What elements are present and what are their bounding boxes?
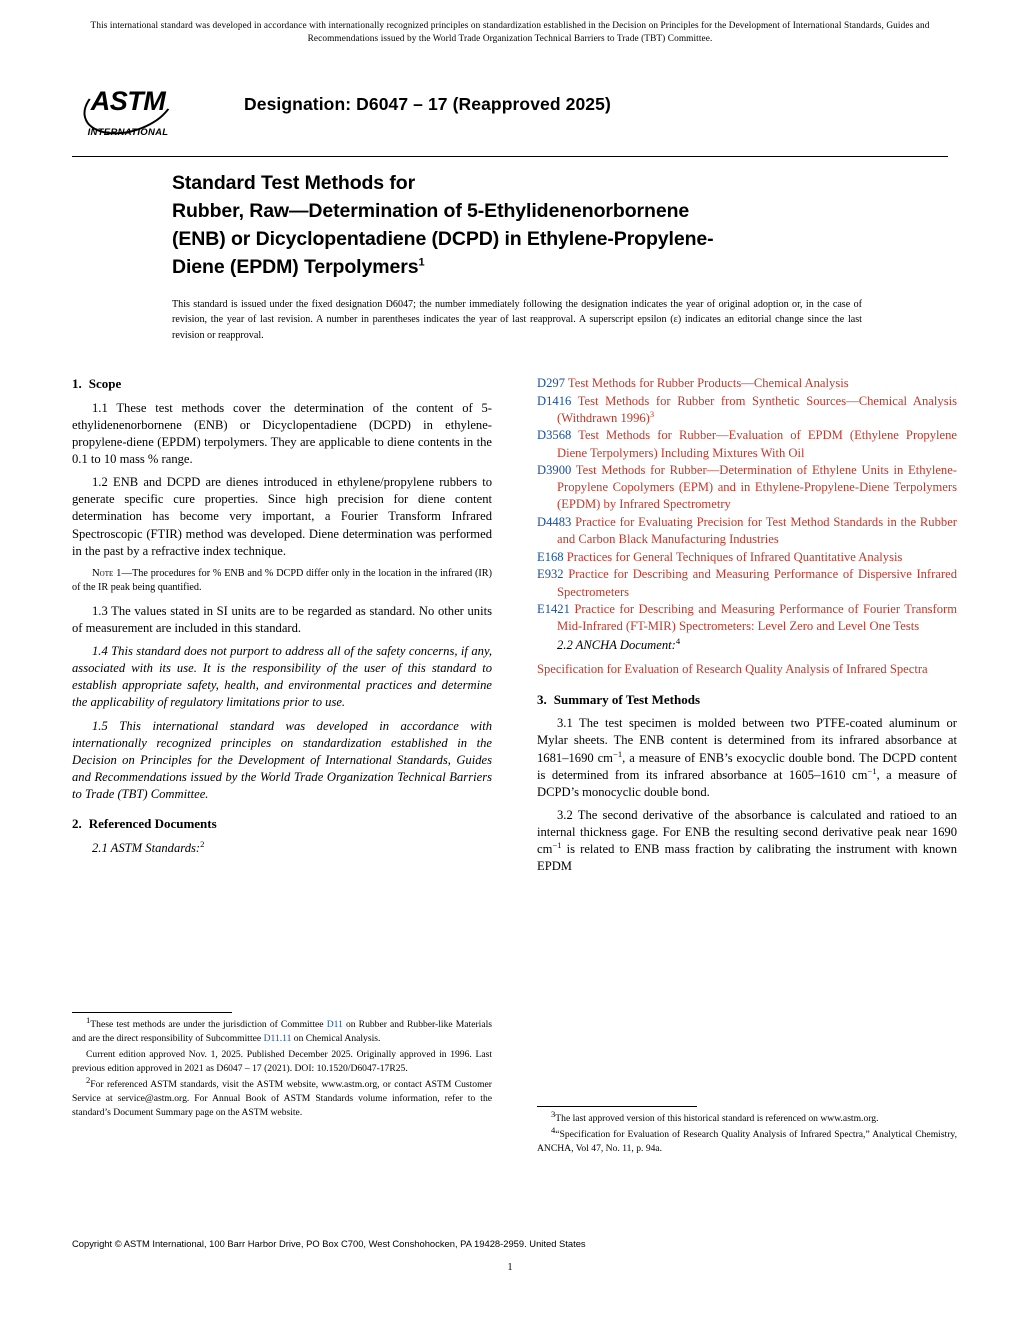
footnote-1-text-a: These test methods are under the jurisdiction of Committee: [90, 1019, 327, 1030]
summary-3-1-part-b: , a measure of ENB’s exocyclic double bond. The DCPD content is determined from its infrared absorbance at 1605–1610 cm: [537, 750, 957, 782]
right-column: [537, 375, 957, 881]
scope-heading-text: Scope: [88, 376, 122, 391]
footnote-4: [537, 1124, 957, 1156]
astm-standards-subhead: [72, 840, 492, 857]
standard-title: Practice for Describing and Measuring Performance of Fourier Transform Mid-Infrared (FT-MIR) Spectrometers: Level Zero and Level One Tests: [557, 602, 957, 634]
section-heading-scope: [72, 375, 492, 393]
ancha-subhead-text: 2.2 ANCHA Document:: [557, 638, 676, 653]
footnote-3: [537, 1108, 957, 1126]
footnote-divider-right: [537, 1106, 697, 1107]
header-divider: [72, 156, 948, 157]
scope-paragraph-1-1: 1.1 These test methods cover the determination of the content of 5-ethylidenenorbornene (ENB) or Dicyclopentadiene (DCPD) in ethylene-propylene-diene (EPDM) terpolymers. They are applicable to diene contents in the 0.1 to 10 mass % range.: [72, 400, 492, 467]
standard-id-link[interactable]: E168: [537, 549, 564, 564]
ancha-document-item[interactable]: Specification for Evaluation of Research Quality Analysis of Infrared Spectra: [537, 661, 928, 676]
footnote-2-text: For referenced ASTM standards, visit the ASTM website, www.astm.org, or contact ASTM Customer Service at service@astm.org. For Annual Book of ASTM Standards volume information, refer to the standard’s Document Summary page on the ASTM website.: [72, 1079, 492, 1118]
standard-id-link[interactable]: D3568: [537, 428, 572, 443]
summary-paragraph-3-2: [537, 807, 957, 876]
standard-id-link[interactable]: D4483: [537, 515, 572, 529]
footnote-edition: Current edition approved Nov. 1, 2025. Published December 2025. Originally approved in 1996. Last previous edition approved in 2021 as D6047 – 17 (2021). DOI: 10.1520/D6047-17R25.: [72, 1049, 492, 1074]
document-header: [72, 72, 948, 150]
summary-3-2-sup: −1: [552, 839, 562, 850]
note-text: The procedures for % ENB and % DCPD differ only in the location in the infrared (IR) of the IR peak being quantified.: [72, 567, 492, 594]
list-item[interactable]: [537, 375, 957, 392]
footnote-1-text-c: on Chemical Analysis.: [291, 1033, 381, 1044]
list-item[interactable]: [537, 462, 957, 513]
scope-paragraph-1-2: 1.2 ENB and DCPD are dienes introduced in ethylene/propylene rubbers to generate specific cure properties. Since high precision for diene content determination has become very important, a Fourier Transform Infrared Spectroscopic (FTIR) method was developed. Diene determination was performed in the past by a refractive index technique.: [72, 475, 492, 558]
copyright-line: Copyright © ASTM International, 100 Barr Harbor Drive, PO Box C700, West Conshohocken, PA 19428-2959. United States: [72, 1238, 586, 1249]
standard-id-link[interactable]: D297: [537, 376, 565, 390]
standard-title: Test Methods for Rubber—Determination of Ethylene Units in Ethylene-Propylene Copolymers (EPM) and in Ethylene-Propylene-Diene Terpolymers (EPDM) by Infrared Spectrometry: [557, 463, 957, 512]
standard-id-link[interactable]: D3900: [537, 463, 572, 478]
standard-title: Practice for Describing and Measuring Performance of Dispersive Infrared Spectrometers: [557, 567, 957, 599]
astm-standards-subhead-text: 2.1 ASTM Standards:: [92, 840, 201, 855]
standard-footnote-sup: 3: [649, 408, 655, 419]
page-title: [172, 170, 872, 282]
footnote-2-marker: 2: [86, 1074, 91, 1085]
title-line-2: Rubber, Raw—Determination of 5-Ethylidenenorbornene: [172, 199, 690, 222]
title-line-1: Standard Test Methods for: [172, 172, 416, 194]
title-line-3: (ENB) or Dicyclopentadiene (DCPD) in Ethylene-Propylene-: [172, 227, 714, 250]
footnotes-left: [72, 1014, 492, 1122]
footnotes-right: [537, 1108, 957, 1158]
summary-3-1-sup-2: −1: [867, 765, 877, 776]
standard-id-link[interactable]: D1416: [537, 393, 572, 408]
footnote-3-text: The last approved version of this historical standard is referenced on www.astm.org.: [555, 1113, 879, 1124]
section-heading-referenced-documents: [72, 815, 492, 833]
standard-title: Test Methods for Rubber Products—Chemical Analysis: [565, 376, 849, 390]
standard-title: Practice for Evaluating Precision for Test Method Standards in the Rubber and Carbon Black Manufacturing Industries: [557, 515, 957, 547]
footnote-divider-left: [72, 1012, 232, 1013]
ancha-subhead-sup: 4: [675, 636, 681, 647]
title-footnote-marker: 1: [418, 256, 425, 269]
summary-3-2-part-b: is related to ENB mass fraction by calibrating the instrument with known EPDM: [537, 842, 957, 874]
summary-3-1-part-a: 3.1 The test specimen is molded between two PTFE-coated aluminum or Mylar sheets. The ENB content is determined from its infrared absorbance at 1681–1690 cm: [537, 716, 957, 765]
standard-title: Test Methods for Rubber—Evaluation of EPDM (Ethylene Propylene Diene Terpolymers) Including Mixtures With Oil: [557, 428, 957, 460]
scope-paragraph-1-5: 1.5 This international standard was developed in accordance with internationally recognized principles on standardization established in the Decision on Principles for the Development of International Standards, Guides and Recommendations issued by the World Trade Organization Technical Barriers to Trade (TBT) Committee.: [72, 718, 492, 802]
summary-number: 3.: [537, 691, 547, 707]
list-item[interactable]: [537, 549, 957, 566]
ancha-subhead: [537, 637, 957, 654]
designation-line: Designation: D6047 – 17 (Reapproved 2025): [244, 94, 611, 114]
summary-3-1-part-c: , a measure of DCPD’s monocyclic double bond.: [537, 767, 957, 799]
footnote-4-marker: 4: [551, 1124, 556, 1135]
referenced-standards-list: [537, 375, 957, 635]
footnote-3-marker: 3: [551, 1108, 556, 1119]
list-item[interactable]: [537, 514, 957, 548]
standard-id-link[interactable]: E1421: [537, 602, 570, 617]
note-label: Note 1—: [92, 567, 133, 579]
refdocs-heading-text: Referenced Documents: [88, 816, 217, 832]
standard-title: Practices for General Techniques of Infrared Quantitative Analysis: [563, 549, 903, 564]
tbt-notice: This international standard was developed in accordance with internationally recognized principles on standardization established in the Decision on Principles for the Development of International Standards, Guides and Recommendations issued by the World Trade Organization Technical Barriers to Trade (TBT) Committee.: [90, 21, 930, 45]
footnote-2: [72, 1074, 492, 1120]
astm-logo: [80, 72, 176, 146]
scope-number: 1.: [72, 376, 82, 391]
astm-standards-subhead-sup: 2: [200, 838, 205, 849]
footnote-1-text-b: on Rubber and Rubber-like Materials and are the direct responsibility of Subcommittee: [72, 1019, 492, 1044]
footnote-4-text: “Specification for Evaluation of Research Quality Analysis of Infrared Spectra,” Analytical Chemistry, ANCHA, Vol 47, No. 11, p. 94a.: [537, 1129, 957, 1154]
refdocs-number: 2.: [72, 816, 82, 832]
standard-title: Test Methods for Rubber from Synthetic Sources—Chemical Analysis (Withdrawn 1996): [557, 393, 957, 425]
logo-subtitle: INTERNATIONAL: [87, 127, 169, 138]
scope-paragraph-1-4: 1.4 This standard does not purport to address all of the safety concerns, if any, associated with its use. It is the responsibility of the user of this standard to establish appropriate safety, health, and environmental practices and determine the applicability of regulatory limitations prior to use.: [72, 644, 492, 710]
subcommittee-d1111-link[interactable]: D11.11: [263, 1033, 292, 1044]
list-item[interactable]: [537, 393, 957, 427]
issue-statement: This standard is issued under the fixed designation D6047; the number immediately following the designation indicates the year of original adoption or, in the case of revision, the year of last revision. A number in parentheses indicates the year of last reapproval. A superscript epsilon (ε) indicates an editorial change since the last revision or reapproval.: [172, 299, 862, 341]
committee-d11-link[interactable]: D11: [326, 1019, 343, 1030]
page-number: 1: [507, 1262, 513, 1273]
list-item[interactable]: [537, 566, 957, 600]
summary-paragraph-3-1: [537, 715, 957, 801]
list-item[interactable]: [537, 427, 957, 461]
summary-3-1-sup-1: −1: [612, 748, 623, 759]
summary-3-2-part-a: 3.2 The second derivative of the absorbance is calculated and ratioed to an internal thickness gage. For ENB the resulting second derivative peak near 1690 cm: [537, 807, 957, 857]
logo-wordmark: ASTM: [90, 86, 166, 116]
footnote-1-marker: 1: [86, 1014, 91, 1025]
section-heading-summary: [537, 691, 957, 709]
left-column: [72, 375, 492, 863]
scope-note-1: [72, 566, 492, 596]
title-line-4: Diene (EPDM) Terpolymers: [172, 255, 419, 278]
footnote-1: [72, 1014, 492, 1046]
scope-paragraph-1-3: 1.3 The values stated in SI units are to be regarded as standard. No other units of measurement are included in this standard.: [72, 603, 492, 635]
list-item[interactable]: [537, 601, 957, 635]
summary-heading-text: Summary of Test Methods: [553, 691, 701, 707]
standard-id-link[interactable]: E932: [537, 567, 564, 582]
